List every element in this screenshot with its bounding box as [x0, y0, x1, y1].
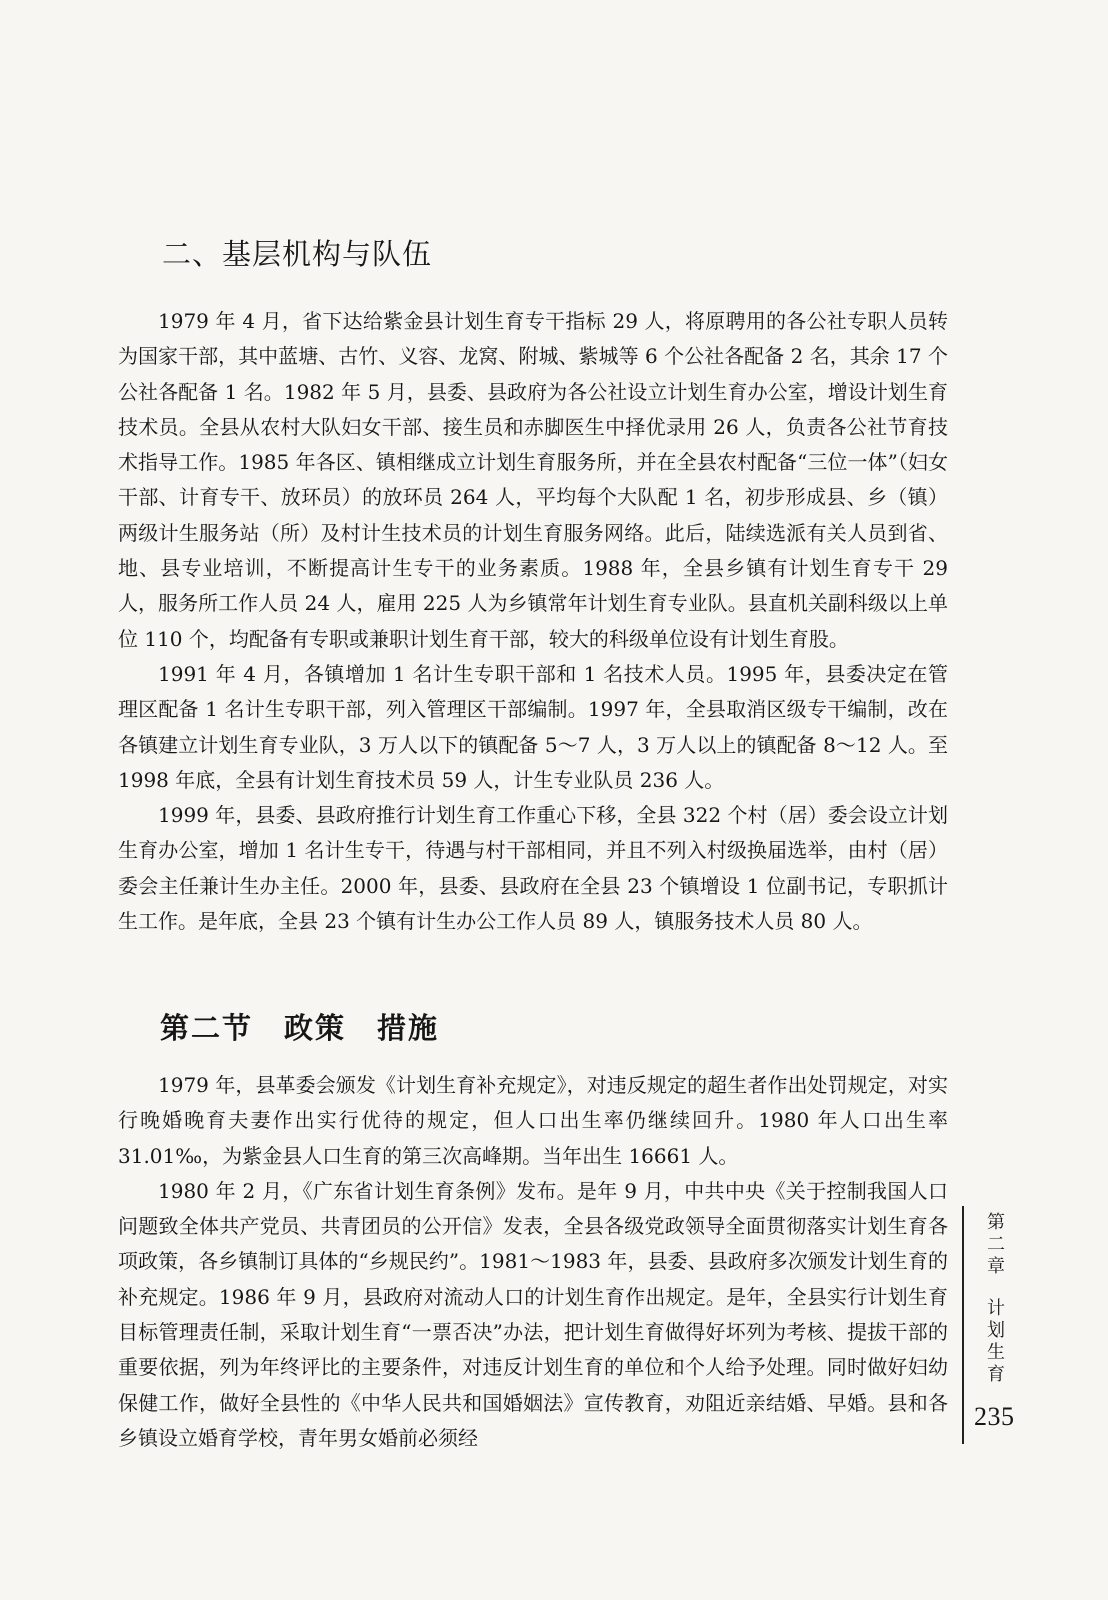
margin-chapter-label	[984, 1212, 1008, 1386]
margin-char: 第	[987, 1212, 1005, 1233]
subchapter-heading: 第二节 政策 措施	[160, 1011, 440, 1045]
paragraph: 1999 年，县委、县政府推行计划生育工作重心下移，全县 322 个村（居）委会设立计划生育办公室，增加 1 名计生专干，待遇与村干部相同，并且不列入村级换届选举，由村（居）委会主任兼计生办主任。2000 年，县委、县政府在全县 23 个镇增设 1 位副书记，专职抓计生工作。是年底，全县 23 个镇有计生办公工作人员 89 人，镇服务技术人员 80 人。	[118, 803, 948, 934]
margin-char: 章	[987, 1256, 1005, 1277]
paragraph: 1991 年 4 月，各镇增加 1 名计生专职干部和 1 名技术人员。1995 年，县委决定在管理区配备 1 名计生专职干部，列入管理区干部编制。1997 年，全县取消区级专干编制，改在各镇建立计划生育专业队，3 万人以下的镇配备 5～7 人，3 万人以上的镇配备 8～12 人。至 1998 年底，全县有计划生育技术员 59 人，计生专业队员 236 人。	[118, 661, 948, 792]
margin-char: 划	[987, 1320, 1005, 1341]
section-heading: 二、基层机构与队伍	[162, 237, 433, 271]
paragraph: 1979 年 4 月，省下达给紫金县计划生育专干指标 29 人，将原聘用的各公社专职人员转为国家干部，其中蓝塘、古竹、义容、龙窝、附城、紫城等 6 个公社各配备 2 名，其余 17 个公社各配备 1 名。1982 年 5 月，县委、县政府为各公社设立计划生育办公室，增设计划生育技术员。全县从农村大队妇女干部、接生员和赤脚医生中择优录用 26 人，负责各公社节育技术指导工作。1985 年各区、镇相继成立计划生育服务所，并在全县农村配备“三位一体”（妇女干部、计育专干、放环员）的放环员 264 人，平均每个大队配 1 名，初步形成县、乡（镇）两级计生服务站（所）及村计生技术员的计划生育服务网络。此后，陆续选派有关人员到省、地、县专业培训，不断提高计生专干的业务素质。1988 年，全县乡镇有计划生育专干 29 人，服务所工作人员 24 人，雇用 225 人为乡镇常年计划生育专业队。县直机关副科级以上单位 110 个，均配备有专职或兼职计划生育干部，较大的科级单位设有计划生育股。	[118, 309, 948, 651]
paragraph: 1980 年 2 月，《广东省计划生育条例》发布。是年 9 月，中共中央《关于控制我国人口问题致全体共产党员、共青团员的公开信》发表，全县各级党政领导全面贯彻落实计划生育各项政策，各乡镇制订具体的“乡规民约”。1981～1983 年，县委、县政府多次颁发计划生育的补充规定。1986 年 9 月，县政府对流动人口的计划生育作出规定。是年，全县实行计划生育目标管理责任制，采取计划生育“一票否决”办法，把计划生育做得好坏列为考核、提拔干部的重要依据，列为年终评比的主要条件，对违反计划生育的单位和个人给予处理。同时做好妇幼保健工作，做好全县性的《中华人民共和国婚姻法》宣传教育，劝阻近亲结婚、早婚。县和各乡镇设立婚育学校，青年男女婚前必须经	[118, 1178, 948, 1450]
margin-char: 育	[987, 1364, 1005, 1385]
margin-char: 生	[987, 1342, 1005, 1363]
paragraph: 1979 年，县革委会颁发《计划生育补充规定》，对违反规定的超生者作出处罚规定，对实行晚婚晚育夫妻作出实行优待的规定，但人口出生率仍继续回升。1980 年人口出生率 31.01‰，为紫金县人口生育的第三次高峰期。当年出生 16661 人。	[118, 1073, 948, 1168]
section-body	[118, 304, 948, 939]
margin-char: 二	[987, 1234, 1005, 1255]
page-number: 235	[974, 1402, 1015, 1431]
margin-divider	[962, 1206, 964, 1444]
margin-char: 计	[987, 1298, 1005, 1319]
subchapter-body	[118, 1068, 948, 1456]
